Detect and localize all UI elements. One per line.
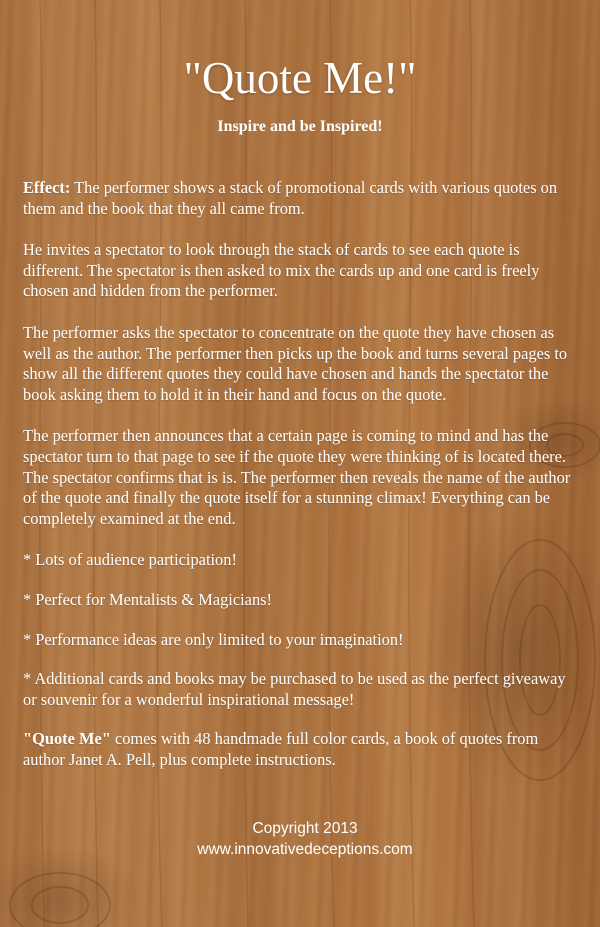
- product-name: "Quote Me": [23, 729, 111, 749]
- footer: [0, 818, 600, 860]
- contents-text: comes with 48 handmade full color cards, a book of quotes from author Janet A. Pell, plus complete instructions.: [23, 729, 539, 769]
- effect-paragraph: [23, 178, 578, 219]
- page-title: "Quote Me!": [183, 53, 417, 103]
- bullet-item: * Additional cards and books may be purchased to be used as the perfect giveaway or souvenir for a wonderful inspirational message!: [23, 669, 566, 709]
- copyright-text: Copyright 2013: [252, 820, 358, 837]
- tagline: Inspire and be Inspired!: [217, 118, 383, 135]
- bullet-item: * Lots of audience participation!: [23, 550, 237, 570]
- bullet-item: * Performance ideas are only limited to your imagination!: [23, 629, 404, 649]
- paragraph-2: The performer asks the spectator to concentrate on the quote they have chosen as well as the author. The performer then picks up the book and turns several pages to show all the different quotes they could have chosen and hands the spectator the book asking them to hold it in their hand and focus on the quote.: [23, 322, 568, 404]
- bullet-item: * Perfect for Mentalists & Magicians!: [23, 589, 272, 609]
- website-link[interactable]: www.innovativedeceptions.com: [197, 841, 413, 858]
- effect-label: Effect:: [23, 178, 71, 197]
- paragraph-3: The performer then announces that a certain page is coming to mind and has the spectator turn to that page to see if the quote they were thinking of is located there. The spectator confirms that is is. The performer then reveals the name of the author of the quote and finally the quote itself for a stunning climax! Everything can be completely examined at the end.: [23, 426, 571, 528]
- contents-paragraph: [23, 729, 578, 770]
- paragraph-1: He invites a spectator to look through the stack of cards to see each quote is different. The spectator is then asked to mix the cards up and one card is freely chosen and hidden from the performer.: [23, 240, 540, 301]
- effect-text: The performer shows a stack of promotional cards with various quotes on them and the book that they all came from.: [23, 178, 558, 218]
- product-description: [23, 178, 578, 791]
